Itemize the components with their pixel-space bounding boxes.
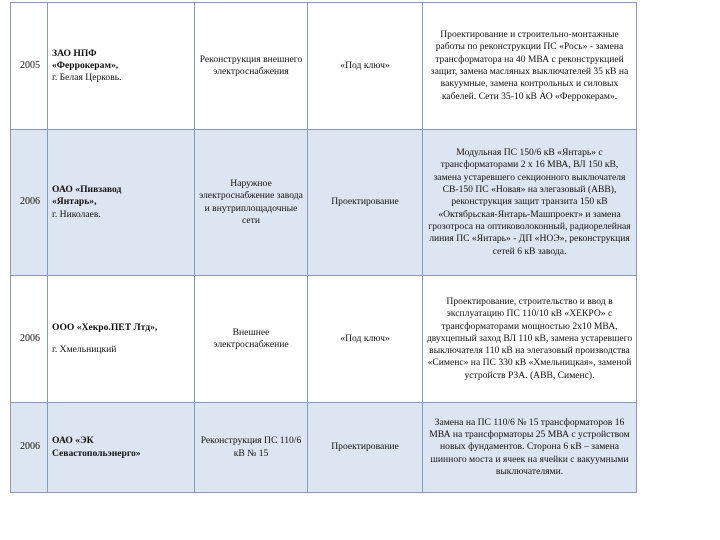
client-name-line: «Феррокерам»,: [52, 59, 119, 71]
description-cell: Проектирование и строительно-монтажные работы по реконструкции ПС «Рось» - замена трансформатора на 40 МВА с реконструкцией защит, замена масляных выключателей 35 кВ на вакуумные, замена контрольных и силовых кабелей. Сети 35-10 кВ АО «Феррокерам».: [423, 3, 637, 130]
client-name-line: ООО «Хекро.ПЕТ Лтд»,: [52, 321, 158, 333]
mode-cell: Проектирование: [308, 403, 423, 493]
client-name-line: «Янтарь»,: [52, 196, 97, 208]
table-row: [11, 403, 637, 493]
table-row: [11, 130, 637, 276]
work-cell: Реконструкция внешнего электроснабжения: [195, 3, 308, 130]
work-cell: Реконструкция ПС 110/6 кВ № 15: [195, 403, 308, 493]
spacer: [52, 334, 194, 344]
client-name-line: ОАО «ЭК: [52, 435, 94, 447]
client-city: г. Белая Церковь.: [52, 72, 122, 84]
year-cell: 2006: [11, 130, 48, 276]
year-cell: 2005: [11, 3, 48, 130]
client-cell: [48, 403, 195, 493]
mode-cell: «Под ключ»: [308, 3, 423, 130]
client-name-line: Севастопольэнерго»: [52, 447, 141, 459]
work-cell: Наружное электроснабжение завода и внутриплощадочные сети: [195, 130, 308, 276]
table-row: [11, 3, 637, 130]
client-name-line: ОАО «Пивзавод: [52, 184, 122, 196]
projects-table: [10, 2, 637, 493]
client-cell: [48, 3, 195, 130]
mode-cell: Проектирование: [308, 130, 423, 276]
description-cell: Модульная ПС 150/6 кВ «Янтарь» с трансформаторами 2 х 16 МВА, ВЛ 150 кВ, замена устаревшего секционного выключателя СВ-150 ПС «Новая» на элегазовый (АВВ), реконструкция защит транзита 150 кВ «Октябрьская-Янтарь-Машпроект» и замена грозотроса на оптиковолоконный, радиорелейная линия ПС «Янтарь» - ДП «НОЭ», реконструкция сетей 6 кВ завода.: [423, 130, 637, 276]
year-cell: 2006: [11, 403, 48, 493]
client-cell: [48, 130, 195, 276]
description-cell: Проектирование, строительство и ввод в эксплуатацию ПС 110/10 кВ «ХЕКРО» с трансформаторами мощностью 2х10 МВА, двухцепный заход ВЛ 110 кВ, замена устаревшего выключателя 110 кВ на элегазовый производства «Сименс» на ПС 330 кВ «Хмельницкая», заменой устройств РЗА. (АВВ, Сименс).: [423, 276, 637, 403]
year-cell: 2006: [11, 276, 48, 403]
client-city: г. Николаев.: [52, 208, 101, 220]
work-cell: Внешнее электроснабжение: [195, 276, 308, 403]
client-name-line: ЗАО НПФ: [52, 47, 97, 59]
client-cell: [48, 276, 195, 403]
mode-cell: «Под ключ»: [308, 276, 423, 403]
table-row: [11, 276, 637, 403]
description-cell: Замена на ПС 110/6 № 15 трансформаторов 16 МВА на трансформаторы 25 МВА с устройством новых фундаментов. Сторона 6 кВ – замена шинного моста и ячеек на ячейки с вакуумными выключателями.: [423, 403, 637, 493]
client-city: г. Хмельницкий: [52, 344, 117, 355]
